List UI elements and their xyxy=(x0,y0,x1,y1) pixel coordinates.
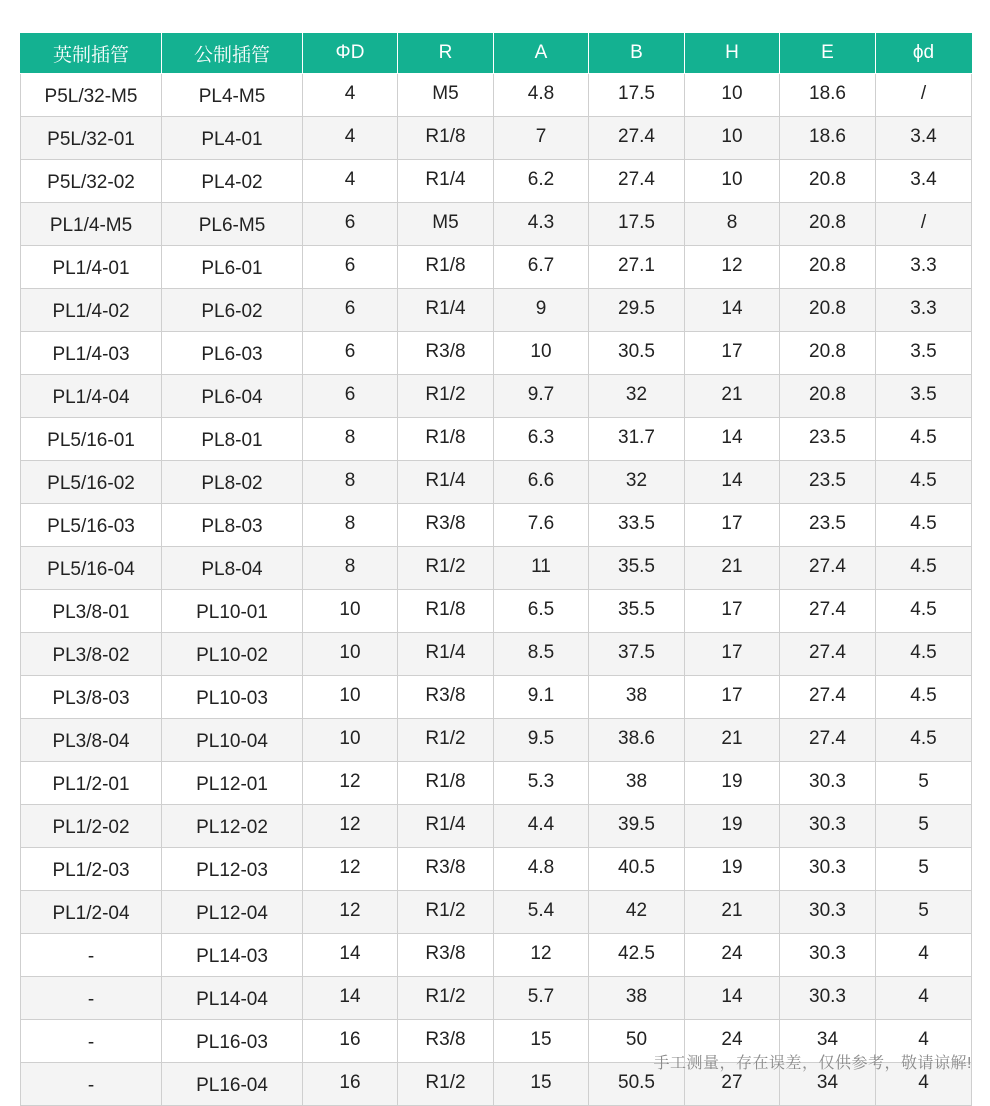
table-cell: PL10-01 xyxy=(162,590,303,633)
table-cell: 4.5 xyxy=(876,504,972,547)
table-cell: 10 xyxy=(494,332,589,375)
table-row xyxy=(21,590,972,633)
table-cell: 9.1 xyxy=(494,676,589,719)
table-cell: 15 xyxy=(494,1063,589,1106)
table-cell: 8 xyxy=(303,418,398,461)
table-cell: 4.5 xyxy=(876,590,972,633)
table-cell: 32 xyxy=(589,461,685,504)
table-cell: 6.7 xyxy=(494,246,589,289)
table-cell: PL12-04 xyxy=(162,891,303,934)
table-row xyxy=(21,246,972,289)
table-cell: R1/4 xyxy=(398,461,494,504)
table-cell: R1/4 xyxy=(398,289,494,332)
table-cell: / xyxy=(876,203,972,246)
table-row xyxy=(21,719,972,762)
table-cell: 12 xyxy=(494,934,589,977)
table-row xyxy=(21,805,972,848)
table-cell: PL3/8-04 xyxy=(21,719,162,762)
table-cell: P5L/32-01 xyxy=(21,117,162,160)
table-cell: R1/2 xyxy=(398,891,494,934)
table-cell: 10 xyxy=(303,590,398,633)
table-cell: R1/8 xyxy=(398,762,494,805)
table-cell: R3/8 xyxy=(398,848,494,891)
table-cell: 5 xyxy=(876,762,972,805)
table-cell: R1/4 xyxy=(398,160,494,203)
a-header: A xyxy=(494,33,589,74)
table-cell: 18.6 xyxy=(780,117,876,160)
table-cell: 24 xyxy=(685,934,780,977)
table-cell: - xyxy=(21,977,162,1020)
table-cell: 3.3 xyxy=(876,246,972,289)
table-cell: 39.5 xyxy=(589,805,685,848)
table-cell: 50.5 xyxy=(589,1063,685,1106)
table-cell: 16 xyxy=(303,1020,398,1063)
table-row xyxy=(21,203,972,246)
table-cell: 14 xyxy=(685,418,780,461)
table-cell: 12 xyxy=(303,762,398,805)
table-cell: PL1/4-02 xyxy=(21,289,162,332)
table-cell: PL6-02 xyxy=(162,289,303,332)
table-cell: 20.8 xyxy=(780,203,876,246)
table-cell: 6 xyxy=(303,246,398,289)
table-row xyxy=(21,332,972,375)
table-cell: 20.8 xyxy=(780,160,876,203)
table-cell: 27.4 xyxy=(780,676,876,719)
table-cell: R3/8 xyxy=(398,504,494,547)
table-cell: 11 xyxy=(494,547,589,590)
h-header: H xyxy=(685,33,780,74)
table-cell: PL6-M5 xyxy=(162,203,303,246)
table-row xyxy=(21,676,972,719)
table-cell: PL3/8-02 xyxy=(21,633,162,676)
table-cell: - xyxy=(21,1020,162,1063)
table-cell: 31.7 xyxy=(589,418,685,461)
thread-header: R xyxy=(398,33,494,74)
table-cell: 8 xyxy=(685,203,780,246)
table-cell: PL8-02 xyxy=(162,461,303,504)
table-cell: 17 xyxy=(685,590,780,633)
table-cell: 7.6 xyxy=(494,504,589,547)
table-cell: 3.3 xyxy=(876,289,972,332)
table-cell: R1/8 xyxy=(398,117,494,160)
table-cell: PL3/8-03 xyxy=(21,676,162,719)
table-cell: 30.5 xyxy=(589,332,685,375)
metric-tube-header: 公制插管 xyxy=(162,33,303,74)
table-cell: 14 xyxy=(685,289,780,332)
b-header: B xyxy=(589,33,685,74)
table-row xyxy=(21,848,972,891)
table-cell: 27.4 xyxy=(780,633,876,676)
table-cell: PL6-04 xyxy=(162,375,303,418)
table-cell: 12 xyxy=(303,848,398,891)
table-cell: 3.5 xyxy=(876,332,972,375)
table-cell: PL5/16-02 xyxy=(21,461,162,504)
table-cell: - xyxy=(21,934,162,977)
table-cell: 15 xyxy=(494,1020,589,1063)
table-cell: 6 xyxy=(303,375,398,418)
table-cell: 14 xyxy=(685,977,780,1020)
table-cell: 42.5 xyxy=(589,934,685,977)
table-cell: PL1/4-03 xyxy=(21,332,162,375)
table-cell: 33.5 xyxy=(589,504,685,547)
table-cell: 4.5 xyxy=(876,676,972,719)
table-cell: 5.3 xyxy=(494,762,589,805)
table-cell: 4 xyxy=(303,117,398,160)
table-body xyxy=(21,74,972,1106)
table-cell: 38 xyxy=(589,762,685,805)
table-header xyxy=(21,33,972,74)
table-cell: 35.5 xyxy=(589,547,685,590)
table-cell: R3/8 xyxy=(398,676,494,719)
table-cell: P5L/32-02 xyxy=(21,160,162,203)
table-cell: 4.8 xyxy=(494,848,589,891)
table-cell: 19 xyxy=(685,805,780,848)
table-cell: 20.8 xyxy=(780,375,876,418)
table-cell: PL6-01 xyxy=(162,246,303,289)
table-cell: PL5/16-03 xyxy=(21,504,162,547)
table-cell: 27.4 xyxy=(589,117,685,160)
table-row xyxy=(21,418,972,461)
table-cell: PL12-02 xyxy=(162,805,303,848)
table-row xyxy=(21,762,972,805)
table-cell: R1/8 xyxy=(398,590,494,633)
table-cell: 50 xyxy=(589,1020,685,1063)
table-cell: PL16-04 xyxy=(162,1063,303,1106)
table-cell: 4 xyxy=(303,160,398,203)
table-cell: 8 xyxy=(303,547,398,590)
table-row xyxy=(21,74,972,117)
table-cell: 4 xyxy=(876,1020,972,1063)
table-cell: 4.5 xyxy=(876,418,972,461)
table-cell: PL1/4-04 xyxy=(21,375,162,418)
table-cell: 27.4 xyxy=(780,590,876,633)
table-cell: 38 xyxy=(589,676,685,719)
table-cell: PL4-02 xyxy=(162,160,303,203)
table-cell: R1/2 xyxy=(398,1063,494,1106)
table-cell: - xyxy=(21,1063,162,1106)
table-cell: 4 xyxy=(876,977,972,1020)
table-cell: 4.5 xyxy=(876,633,972,676)
table-cell: 4.5 xyxy=(876,547,972,590)
table-cell: R1/2 xyxy=(398,375,494,418)
table-cell: PL8-04 xyxy=(162,547,303,590)
table-cell: 6.5 xyxy=(494,590,589,633)
table-cell: 10 xyxy=(303,633,398,676)
table-cell: 17 xyxy=(685,633,780,676)
table-row xyxy=(21,891,972,934)
table-cell: PL5/16-04 xyxy=(21,547,162,590)
table-cell: R1/4 xyxy=(398,805,494,848)
table-cell: 3.4 xyxy=(876,160,972,203)
table-row xyxy=(21,633,972,676)
table-cell: 23.5 xyxy=(780,504,876,547)
table-cell: 5.4 xyxy=(494,891,589,934)
table-cell: PL8-03 xyxy=(162,504,303,547)
table-cell: 38.6 xyxy=(589,719,685,762)
table-cell: 17 xyxy=(685,332,780,375)
table-cell: M5 xyxy=(398,203,494,246)
table-cell: 3.4 xyxy=(876,117,972,160)
table-cell: 17.5 xyxy=(589,203,685,246)
table-cell: 38 xyxy=(589,977,685,1020)
table-cell: 10 xyxy=(685,74,780,117)
table-row xyxy=(21,504,972,547)
header-row xyxy=(21,33,972,74)
table-cell: 4 xyxy=(876,1063,972,1106)
e-header: E xyxy=(780,33,876,74)
table-cell: 30.3 xyxy=(780,934,876,977)
table-cell: PL10-04 xyxy=(162,719,303,762)
table-cell: / xyxy=(876,74,972,117)
table-cell: PL3/8-01 xyxy=(21,590,162,633)
table-row xyxy=(21,461,972,504)
table-cell: R1/2 xyxy=(398,547,494,590)
table-cell: 27 xyxy=(685,1063,780,1106)
table-cell: PL4-01 xyxy=(162,117,303,160)
table-cell: 3.5 xyxy=(876,375,972,418)
table-cell: 5 xyxy=(876,848,972,891)
table-cell: 4.8 xyxy=(494,74,589,117)
table-cell: 9.5 xyxy=(494,719,589,762)
table-cell: 21 xyxy=(685,547,780,590)
table-cell: 4.4 xyxy=(494,805,589,848)
table-cell: P5L/32-M5 xyxy=(21,74,162,117)
footnote: 手工测量，存在误差，仅供参考，敬请谅解! xyxy=(653,1055,972,1072)
table-cell: 5.7 xyxy=(494,977,589,1020)
table-cell: R1/8 xyxy=(398,246,494,289)
table-cell: PL8-01 xyxy=(162,418,303,461)
table-cell: 5 xyxy=(876,805,972,848)
table-cell: 4 xyxy=(303,74,398,117)
table-cell: PL12-03 xyxy=(162,848,303,891)
table-cell: 8 xyxy=(303,461,398,504)
table-cell: 17 xyxy=(685,676,780,719)
table-cell: 17.5 xyxy=(589,74,685,117)
table-cell: 30.3 xyxy=(780,805,876,848)
table-cell: 7 xyxy=(494,117,589,160)
table-cell: 6 xyxy=(303,203,398,246)
table-cell: R3/8 xyxy=(398,332,494,375)
table-cell: 16 xyxy=(303,1063,398,1106)
table-cell: 19 xyxy=(685,848,780,891)
table-cell: PL12-01 xyxy=(162,762,303,805)
table-cell: 6 xyxy=(303,332,398,375)
table-cell: 30.3 xyxy=(780,891,876,934)
table-cell: 12 xyxy=(303,891,398,934)
table-cell: 21 xyxy=(685,719,780,762)
table-cell: 34 xyxy=(780,1020,876,1063)
table-cell: 40.5 xyxy=(589,848,685,891)
table-cell: 27.4 xyxy=(780,719,876,762)
table-cell: 14 xyxy=(303,977,398,1020)
table-cell: 23.5 xyxy=(780,461,876,504)
table-row xyxy=(21,977,972,1020)
table-row xyxy=(21,117,972,160)
table-cell: R3/8 xyxy=(398,1020,494,1063)
table-cell: PL1/2-04 xyxy=(21,891,162,934)
table-cell: 29.5 xyxy=(589,289,685,332)
table-cell: 14 xyxy=(685,461,780,504)
table-cell: PL5/16-01 xyxy=(21,418,162,461)
tube-od-header: ΦD xyxy=(303,33,398,74)
table-cell: 21 xyxy=(685,375,780,418)
table-cell: PL10-02 xyxy=(162,633,303,676)
table-row xyxy=(21,547,972,590)
table-cell: 18.6 xyxy=(780,74,876,117)
table-cell: 10 xyxy=(685,160,780,203)
table-cell: 9 xyxy=(494,289,589,332)
table-cell: PL14-04 xyxy=(162,977,303,1020)
table-cell: R1/2 xyxy=(398,719,494,762)
table-cell: 8 xyxy=(303,504,398,547)
table-cell: 21 xyxy=(685,891,780,934)
table-cell: R3/8 xyxy=(398,934,494,977)
table-cell: 27.1 xyxy=(589,246,685,289)
table-cell: PL16-03 xyxy=(162,1020,303,1063)
table-cell: 4.5 xyxy=(876,719,972,762)
table-cell: 19 xyxy=(685,762,780,805)
table-cell: 10 xyxy=(303,676,398,719)
table-cell: 27.4 xyxy=(780,547,876,590)
table-cell: PL1/2-01 xyxy=(21,762,162,805)
table-cell: PL1/4-M5 xyxy=(21,203,162,246)
table-cell: 4.3 xyxy=(494,203,589,246)
table-cell: PL10-03 xyxy=(162,676,303,719)
table-cell: 8.5 xyxy=(494,633,589,676)
table-cell: 20.8 xyxy=(780,332,876,375)
table-cell: 6.6 xyxy=(494,461,589,504)
table-cell: PL1/2-02 xyxy=(21,805,162,848)
table-cell: 34 xyxy=(780,1063,876,1106)
table-row xyxy=(21,160,972,203)
table-cell: PL6-03 xyxy=(162,332,303,375)
table-cell: 24 xyxy=(685,1020,780,1063)
table-cell: R1/4 xyxy=(398,633,494,676)
table-cell: 30.3 xyxy=(780,848,876,891)
table-cell: 17 xyxy=(685,504,780,547)
table-cell: 12 xyxy=(685,246,780,289)
table-cell: 12 xyxy=(303,805,398,848)
table-cell: 6.3 xyxy=(494,418,589,461)
table-cell: PL1/2-03 xyxy=(21,848,162,891)
table-cell: 32 xyxy=(589,375,685,418)
table-cell: 20.8 xyxy=(780,289,876,332)
table-cell: 6 xyxy=(303,289,398,332)
hole-d-header: ϕd xyxy=(876,33,972,74)
table-cell: 20.8 xyxy=(780,246,876,289)
table-cell: R1/8 xyxy=(398,418,494,461)
table-cell: PL14-03 xyxy=(162,934,303,977)
table-cell: 35.5 xyxy=(589,590,685,633)
table-cell: 23.5 xyxy=(780,418,876,461)
table-cell: PL4-M5 xyxy=(162,74,303,117)
table-cell: 14 xyxy=(303,934,398,977)
table-cell: R1/2 xyxy=(398,977,494,1020)
table-cell: 10 xyxy=(303,719,398,762)
table-cell: 5 xyxy=(876,891,972,934)
table-cell: 30.3 xyxy=(780,762,876,805)
table-row xyxy=(21,289,972,332)
table-cell: M5 xyxy=(398,74,494,117)
table-cell: 30.3 xyxy=(780,977,876,1020)
table-cell: 4.5 xyxy=(876,461,972,504)
table-row xyxy=(21,934,972,977)
table-cell: 9.7 xyxy=(494,375,589,418)
spec-table xyxy=(20,33,972,1106)
table-cell: 10 xyxy=(685,117,780,160)
table-cell: 37.5 xyxy=(589,633,685,676)
table-row xyxy=(21,375,972,418)
table-cell: 4 xyxy=(876,934,972,977)
table-cell: 42 xyxy=(589,891,685,934)
table-cell: PL1/4-01 xyxy=(21,246,162,289)
table-cell: 27.4 xyxy=(589,160,685,203)
imperial-tube-header: 英制插管 xyxy=(21,33,162,74)
table-cell: 6.2 xyxy=(494,160,589,203)
